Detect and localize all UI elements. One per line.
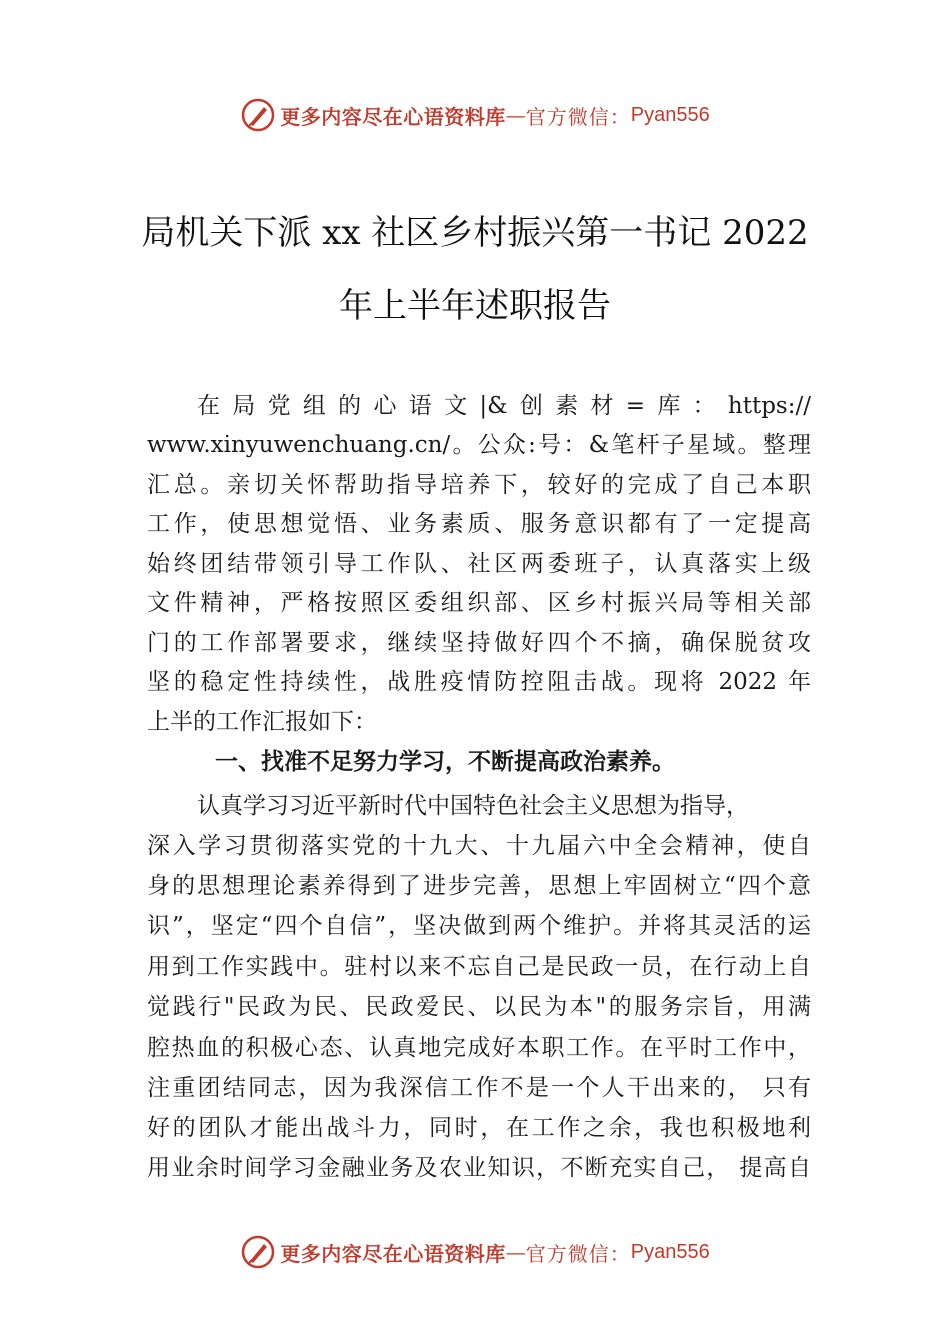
paragraph-2-line: 深入学习贯彻落实党的十九大、十九届六中全会精神，使自	[147, 833, 811, 859]
paragraph-1-line: 汇总。亲切关怀帮助指导培养下，较好的完成了自己本职	[147, 472, 811, 498]
paragraph-1-line: www.xinyuwenchuang.cn/。公众:号：&笔杆子星域。整理	[147, 432, 811, 458]
watermark-wechat-id: Pyan556	[630, 103, 710, 126]
document-title-line-1: 局机关下派 xx 社区乡村振兴第一书记 2022	[141, 213, 809, 253]
paragraph-1-line: 始终团结带领引导工作队、社区两委班子，认真落实上级	[147, 551, 811, 577]
paragraph-2-line: 注重团结同志，因为我深信工作不是一个人干出来的， 只有	[147, 1075, 811, 1101]
paragraph-2-line: 好的团队才能出战斗力，同时，在工作之余，我也积极地利	[147, 1115, 811, 1141]
watermark-wechat-id: Pyan556	[630, 1240, 710, 1263]
watermark-separator: —	[505, 1240, 526, 1264]
paragraph-1-line: 工作，使思想觉悟、业务素质、服务意识都有了一定提高	[147, 511, 811, 537]
paragraph-1-line: 文件精神，严格按照区委组织部、区乡村振兴局等相关部	[147, 590, 811, 616]
quill-logo-icon	[240, 97, 276, 133]
quill-logo-icon	[240, 1234, 276, 1270]
paragraph-1-line: 在局党组的心语文|&创素材=库：https://	[197, 393, 811, 419]
watermark-text: 更多内容尽在心语资料库	[280, 1241, 506, 1266]
paragraph-2-line: 用到工作实践中。驻村以来不忘自己是民政一员，在行动上自	[147, 954, 811, 980]
watermark-separator: —	[505, 103, 526, 127]
paragraph-2-line: 识”，坚定“四个自信”，坚决做到两个维护。并将其灵活的运	[147, 913, 811, 939]
paragraph-1-line: 坚的稳定性持续性，战胜疫情防控阻击战。现将 2022 年	[147, 669, 811, 695]
paragraph-1-line: 上半的工作汇报如下：	[147, 709, 377, 735]
document-title-line-2: 年上半年述职报告	[339, 286, 611, 326]
watermark-banner-bottom	[0, 1232, 950, 1272]
watermark-label: 官方微信：	[525, 1241, 631, 1266]
paragraph-2-line: 用业余时间学习金融业务及农业知识，不断充实自己， 提高自	[147, 1155, 811, 1181]
paragraph-2-line: 认真学习习近平新时代中国特色社会主义思想为指导，	[197, 793, 749, 819]
paragraph-2-line: 觉践行"民政为民、民政爱民、以民为本"的服务宗旨，用满	[147, 994, 811, 1020]
paragraph-1-line: 门的工作部署要求，继续坚持做好四个不摘，确保脱贫攻	[147, 630, 811, 656]
watermark-banner-top	[0, 95, 950, 135]
watermark-text: 更多内容尽在心语资料库	[280, 104, 506, 129]
section-heading-1: 一、找准不足努力学习，不断提高政治素养。	[215, 749, 675, 775]
watermark-label: 官方微信：	[525, 104, 631, 129]
paragraph-2-line: 身的思想理论素养得到了进步完善，思想上牢固树立“四个意	[147, 873, 811, 899]
paragraph-2-line: 腔热血的积极心态、认真地完成好本职工作。在平时工作中，	[147, 1035, 811, 1061]
